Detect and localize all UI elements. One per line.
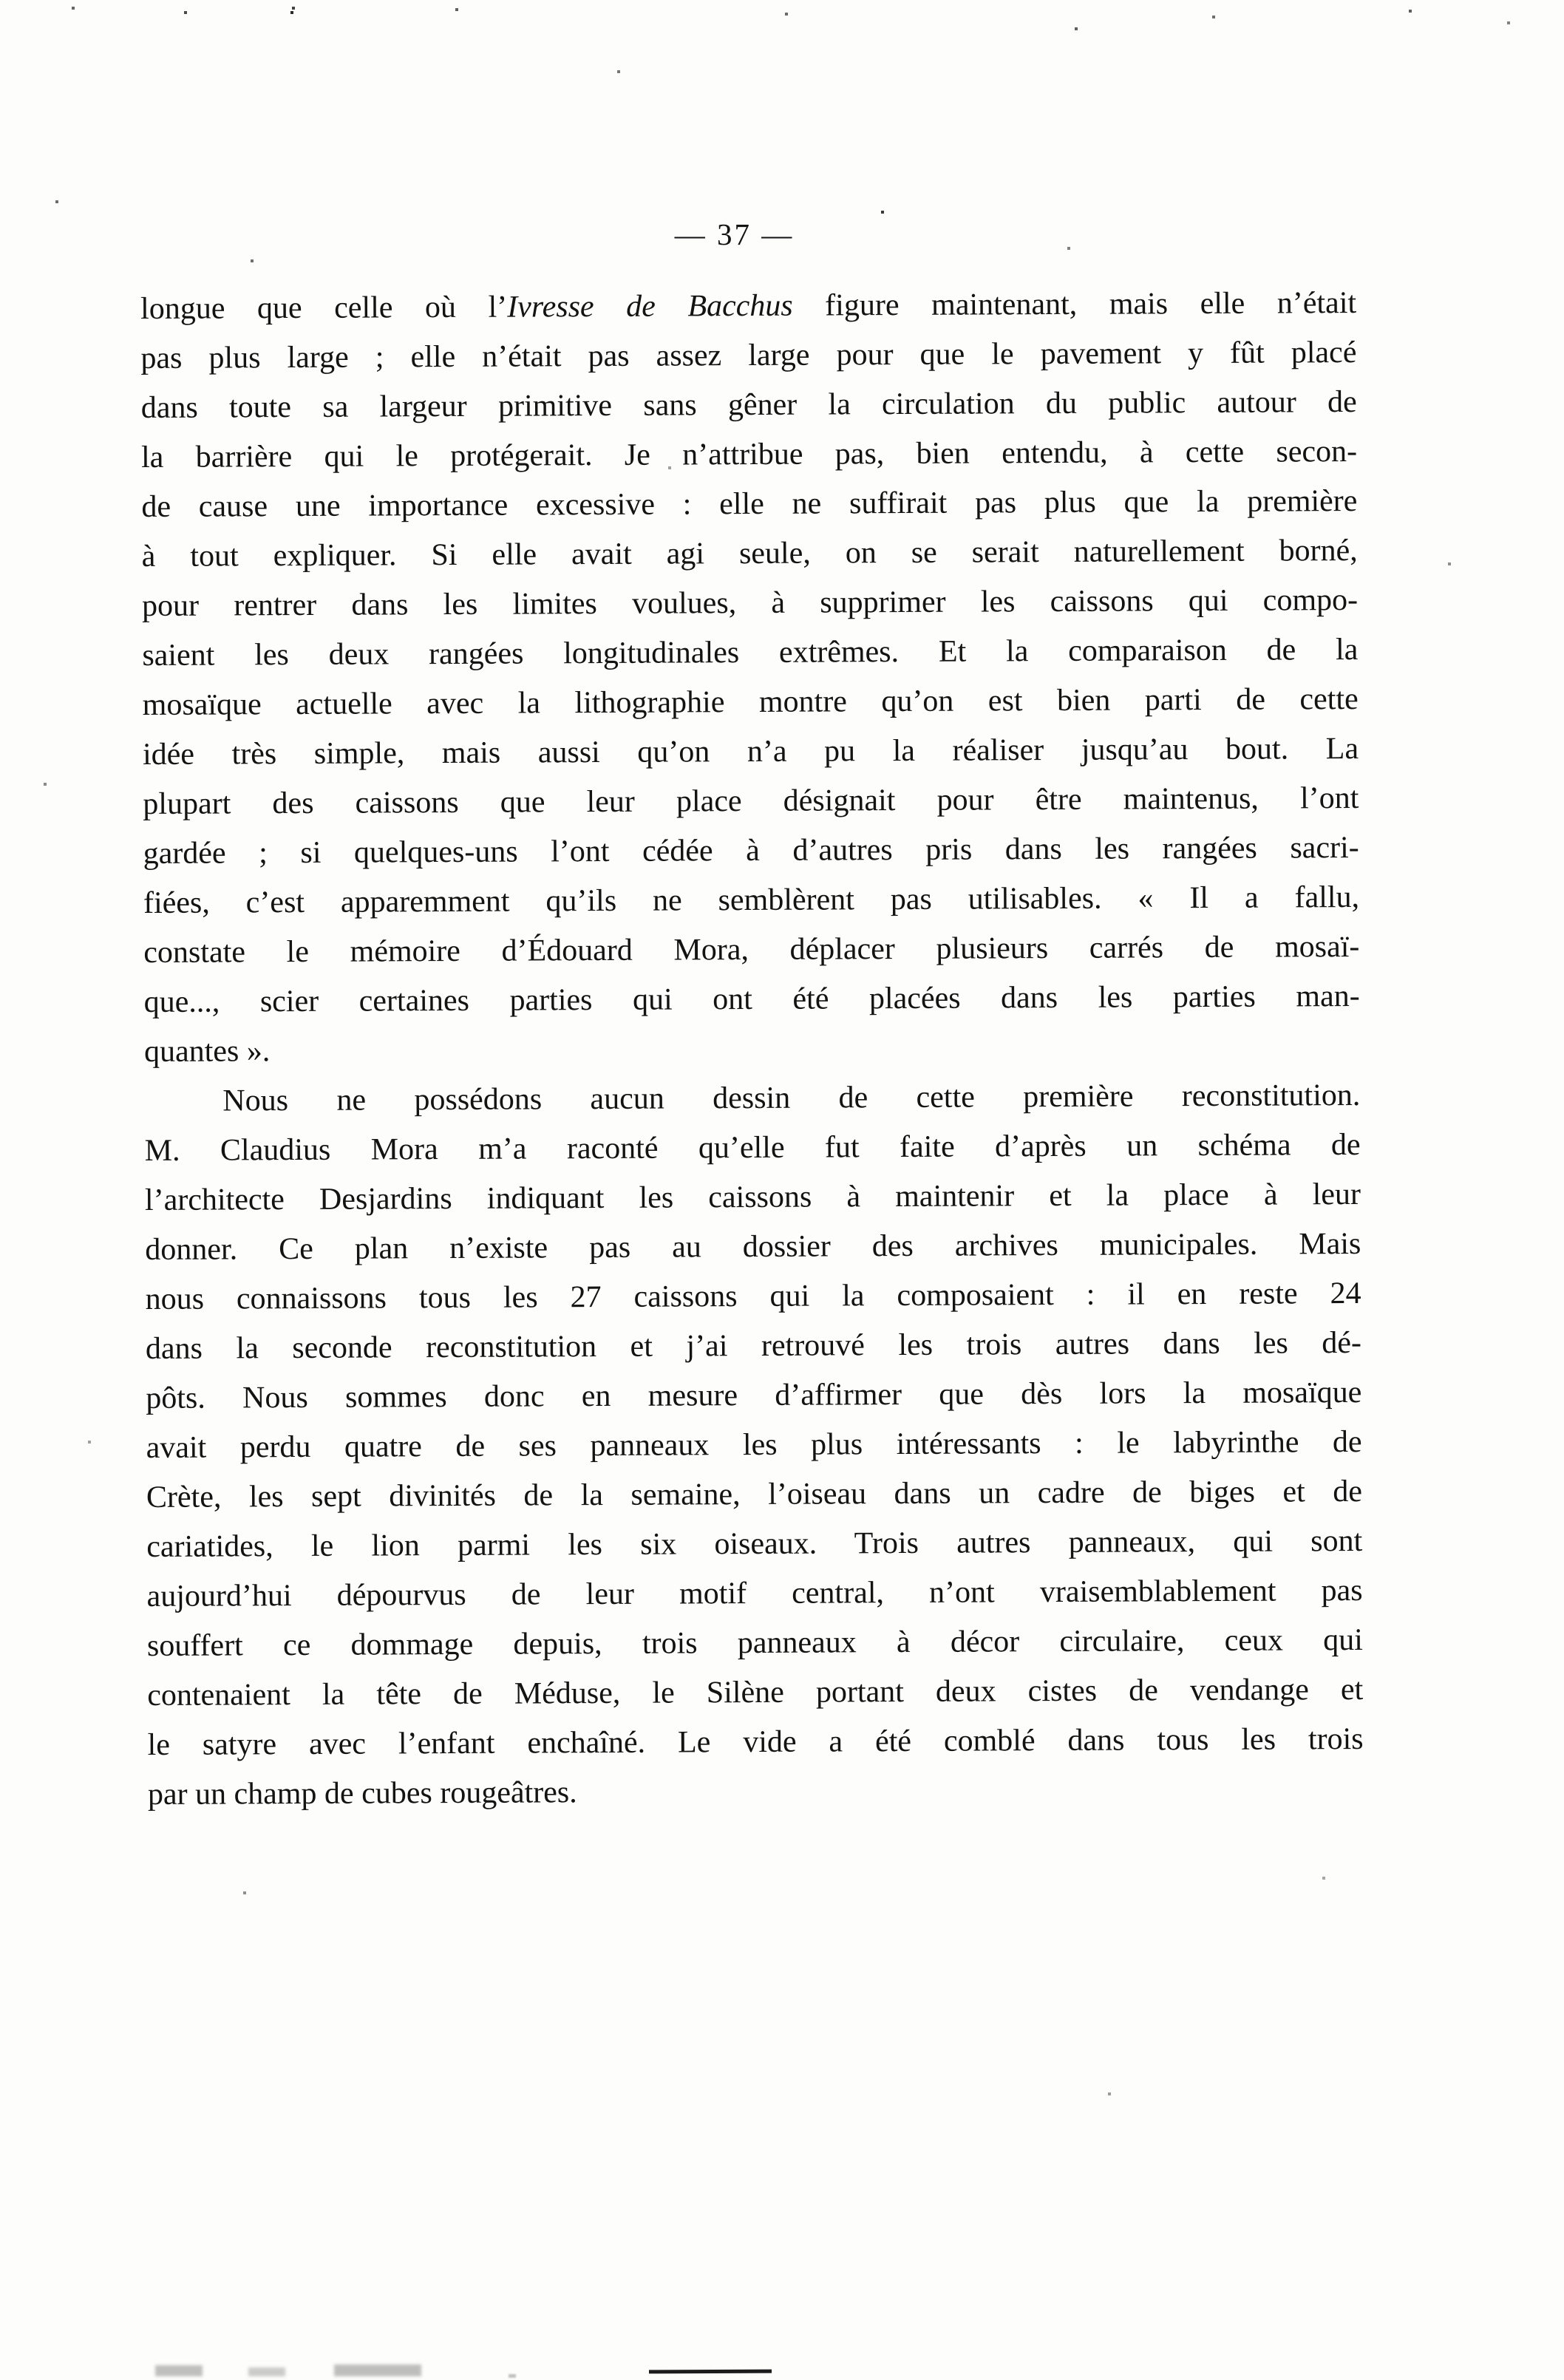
text-line: avait perdu quatre de ses panneaux les plus intéressants : le labyrinthe de: [146, 1424, 1362, 1466]
text-segment: longue que celle où l’: [140, 290, 508, 327]
text-line: M. Claudius Mora m’a raconté qu’elle fut faite d’après un schéma de: [144, 1127, 1361, 1169]
italic-work-title: Ivresse de Bacchus: [507, 288, 793, 324]
text-line: contenaient la tête de Méduse, le Silène portant deux cistes de vendange et: [147, 1672, 1364, 1713]
text-line: [140, 279, 1356, 334]
text-line: dans la seconde reconstitution et j’ai retrouvé les trois autres dans les dé-: [145, 1325, 1362, 1367]
text-line: l’architecte Desjardins indiquant les caissons à maintenir et la place à leur: [144, 1177, 1361, 1218]
text-line: pôts. Nous sommes donc en mesure d’affirmer que dès lors la mosaïque: [146, 1375, 1362, 1416]
text-line: de cause une importance excessive : elle ne suffirait pas plus que la première: [141, 483, 1358, 525]
text-line: aujourd’hui dépourvus de leur motif central, n’ont vraisemblablement pas: [146, 1573, 1363, 1614]
text-line: par un champ de cubes rougeâtres.: [147, 1775, 577, 1812]
text-line: Nous ne possédons aucun dessin de cette première reconstitution.: [222, 1078, 1361, 1118]
text-line: quantes ».: [143, 1034, 271, 1070]
text-line: le satyre avec l’enfant enchaîné. Le vide a été comblé dans tous les trois: [147, 1721, 1364, 1763]
scan-artifact-smudge: [155, 2365, 203, 2376]
page-number: — 37 —: [674, 217, 795, 251]
text-line: saient les deux rangées longitudinales extrêmes. Et la comparaison de la: [142, 632, 1359, 673]
text-line: pour rentrer dans les limites voulues, à supprimer les caissons qui compo-: [141, 582, 1359, 624]
text-line: la barrière qui le protégerait. Je n’attribue pas, bien entendu, à cette secon-: [140, 434, 1358, 475]
text-line: que..., scier certaines parties qui ont été placées dans les parties man-: [143, 979, 1360, 1020]
scan-artifact-dot: [509, 2374, 516, 2378]
text-line: souffert ce dommage depuis, trois panneaux à décor circulaire, ceux qui: [146, 1622, 1364, 1664]
scan-artifact-dash: [649, 2370, 772, 2374]
text-line: donner. Ce plan n’existe pas au dossier des archives municipales. Mais: [145, 1226, 1361, 1268]
text-line: mosaïque actuelle avec la lithographie montre qu’on est bien parti de cette: [142, 681, 1359, 723]
text-segment: figure maintenant, mais elle n’était: [792, 285, 1357, 323]
text-line: pas plus large ; elle n’était pas assez large pour que le pavement y fût placé: [140, 335, 1357, 376]
text-line: à tout expliquer. Si elle avait agi seule, on se serait naturellement borné,: [141, 533, 1358, 574]
scan-artifact-smudge: [334, 2364, 421, 2376]
text-line: Crète, les sept divinités de la semaine, l’oiseau dans un cadre de biges et de: [146, 1474, 1363, 1515]
text-line: cariatides, le lion parmi les six oiseaux. Trois autres panneaux, qui sont: [146, 1523, 1363, 1565]
text-line: plupart des caissons que leur place désignait pour être maintenus, l’ont: [143, 781, 1359, 822]
text-line: dans toute sa largeur primitive sans gêner la circulation du public autour de: [140, 384, 1357, 426]
text-line: fiées, c’est apparemment qu’ils ne semblèrent pas utilisables. « Il a fallu,: [143, 880, 1360, 921]
body-text-block: [140, 279, 1364, 1820]
text-line: idée très simple, mais aussi qu’on n’a pu la réaliser jusqu’au bout. La: [142, 731, 1359, 772]
scan-artifact-smudge: [248, 2367, 285, 2376]
text-line: constate le mémoire d’Édouard Mora, déplacer plusieurs carrés de mosaï-: [143, 929, 1360, 970]
text-line: gardée ; si quelques-uns l’ont cédée à d’autres pris dans les rangées sacri-: [143, 830, 1359, 871]
scan-noise-specks: [0, 0, 1, 1]
text-line: nous connaissons tous les 27 caissons qui la composaient : il en reste 24: [145, 1276, 1361, 1317]
